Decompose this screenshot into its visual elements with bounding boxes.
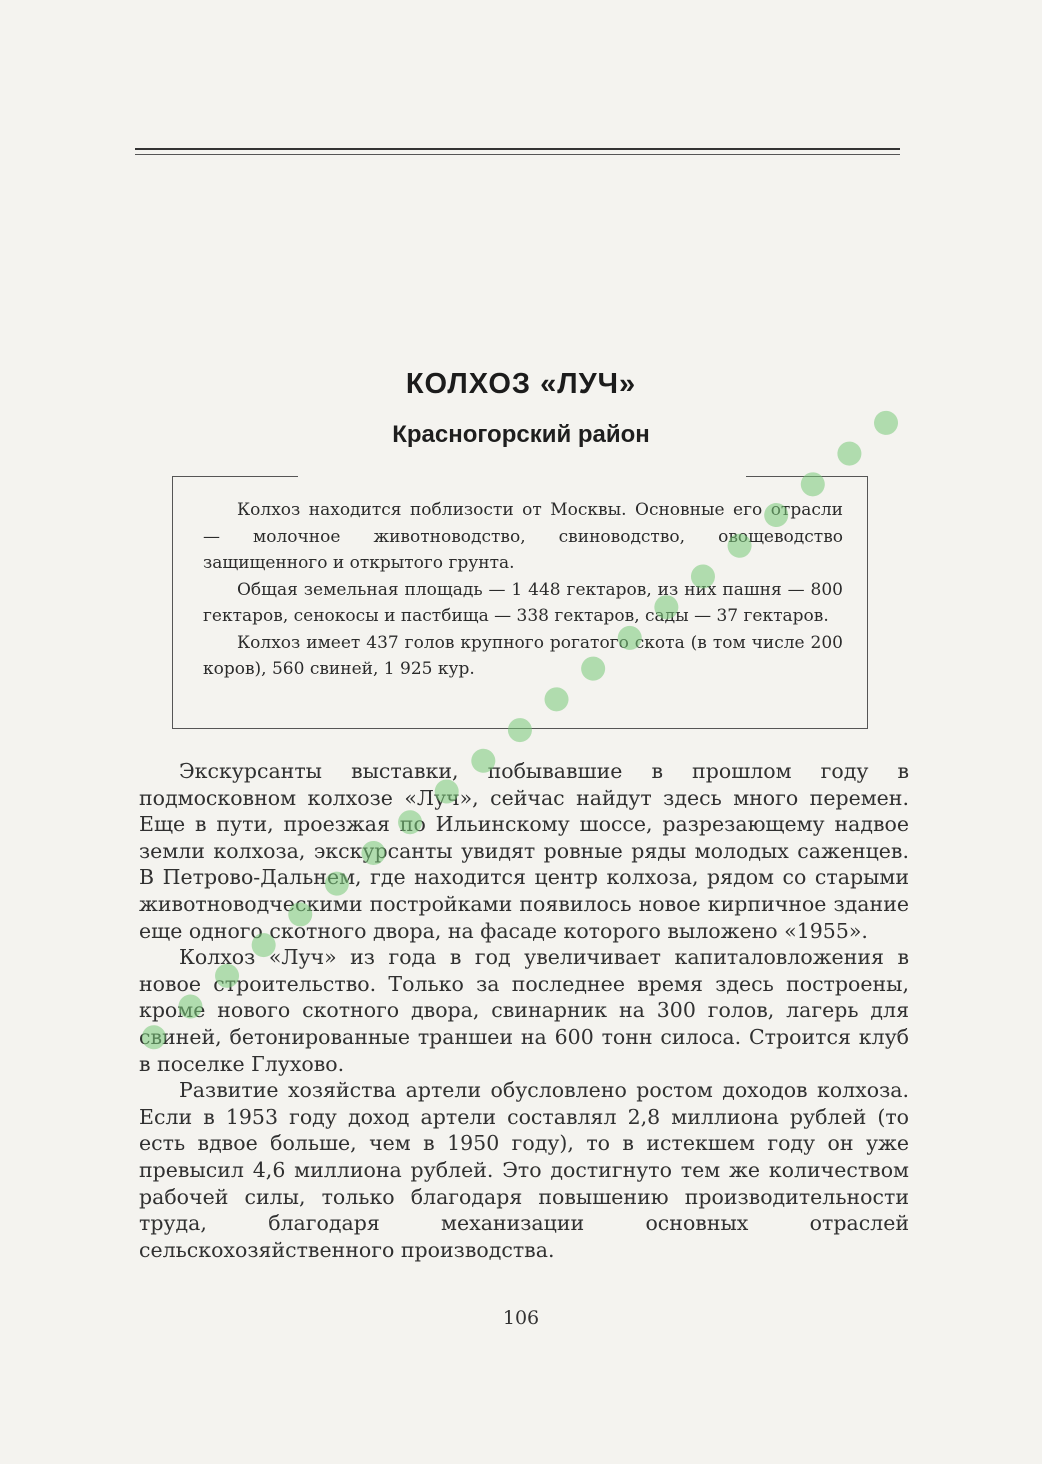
- summary-paragraph: Колхоз имеет 437 голов крупного рогатого скота (в том числе 200 коров), 560 свиней, 1 925 кур.: [203, 632, 843, 679]
- page-subtitle: Красногорский район: [392, 421, 650, 448]
- summary-paragraph: Колхоз находится поблизости от Москвы. Основные его отрасли — молочное животноводство, свиноводство, овощеводство защищенного и открытого грунта.: [203, 500, 843, 573]
- body-paragraph: Развитие хозяйства артели обусловлено ростом доходов колхоза. Если в 1953 году доход артели составлял 2,8 миллиона рублей (то есть вдвое больше, чем в 1950 году), то в истекшем году он уже превысил 4,6 миллиона рублей. Это достигнуто тем же количеством рабочей силы, только благодаря повышению производительности труда, благодаря механизации основных отраслей сельскохозяйственного производства.: [139, 1078, 909, 1262]
- page-title: КОЛХОЗ «ЛУЧ»: [405, 368, 637, 400]
- summary-paragraph: Общая земельная площадь — 1 448 гектаров, из них пашня — 800 гектаров, сенокосы и пастбища — 338 гектаров, сады — 37 гектаров.: [203, 579, 843, 626]
- top-rule: [135, 148, 900, 150]
- body-text: [139, 758, 909, 1263]
- top-rule-thin: [135, 154, 900, 155]
- body-paragraph: Колхоз «Луч» из года в год увеличивает капиталовложения в новое строительство. Только за последнее время здесь построены, кроме нового скотного двора, свинарник на 300 голов, лагерь для свиней, бетонированные траншеи на 600 тонн силоса. Строится клуб в поселке Глухово.: [139, 945, 909, 1076]
- body-paragraph: Экскурсанты выставки, побывавшие в прошлом году в подмосковном колхозе «Луч», сейчас найдут здесь много перемен. Еще в пути, проезжая по Ильинскому шоссе, разрезающему надвое земли колхоза, экскурсанты увидят ровные ряды молодых саженцев. В Петрово-Дальнем, где находится центр колхоза, рядом со старыми животноводческими постройками появилось новое кирпичное здание еще одного скотного двора, на фасаде которого выложено «1955».: [139, 759, 909, 943]
- page-number: 106: [502, 1307, 540, 1329]
- summary-box-text: [203, 497, 843, 683]
